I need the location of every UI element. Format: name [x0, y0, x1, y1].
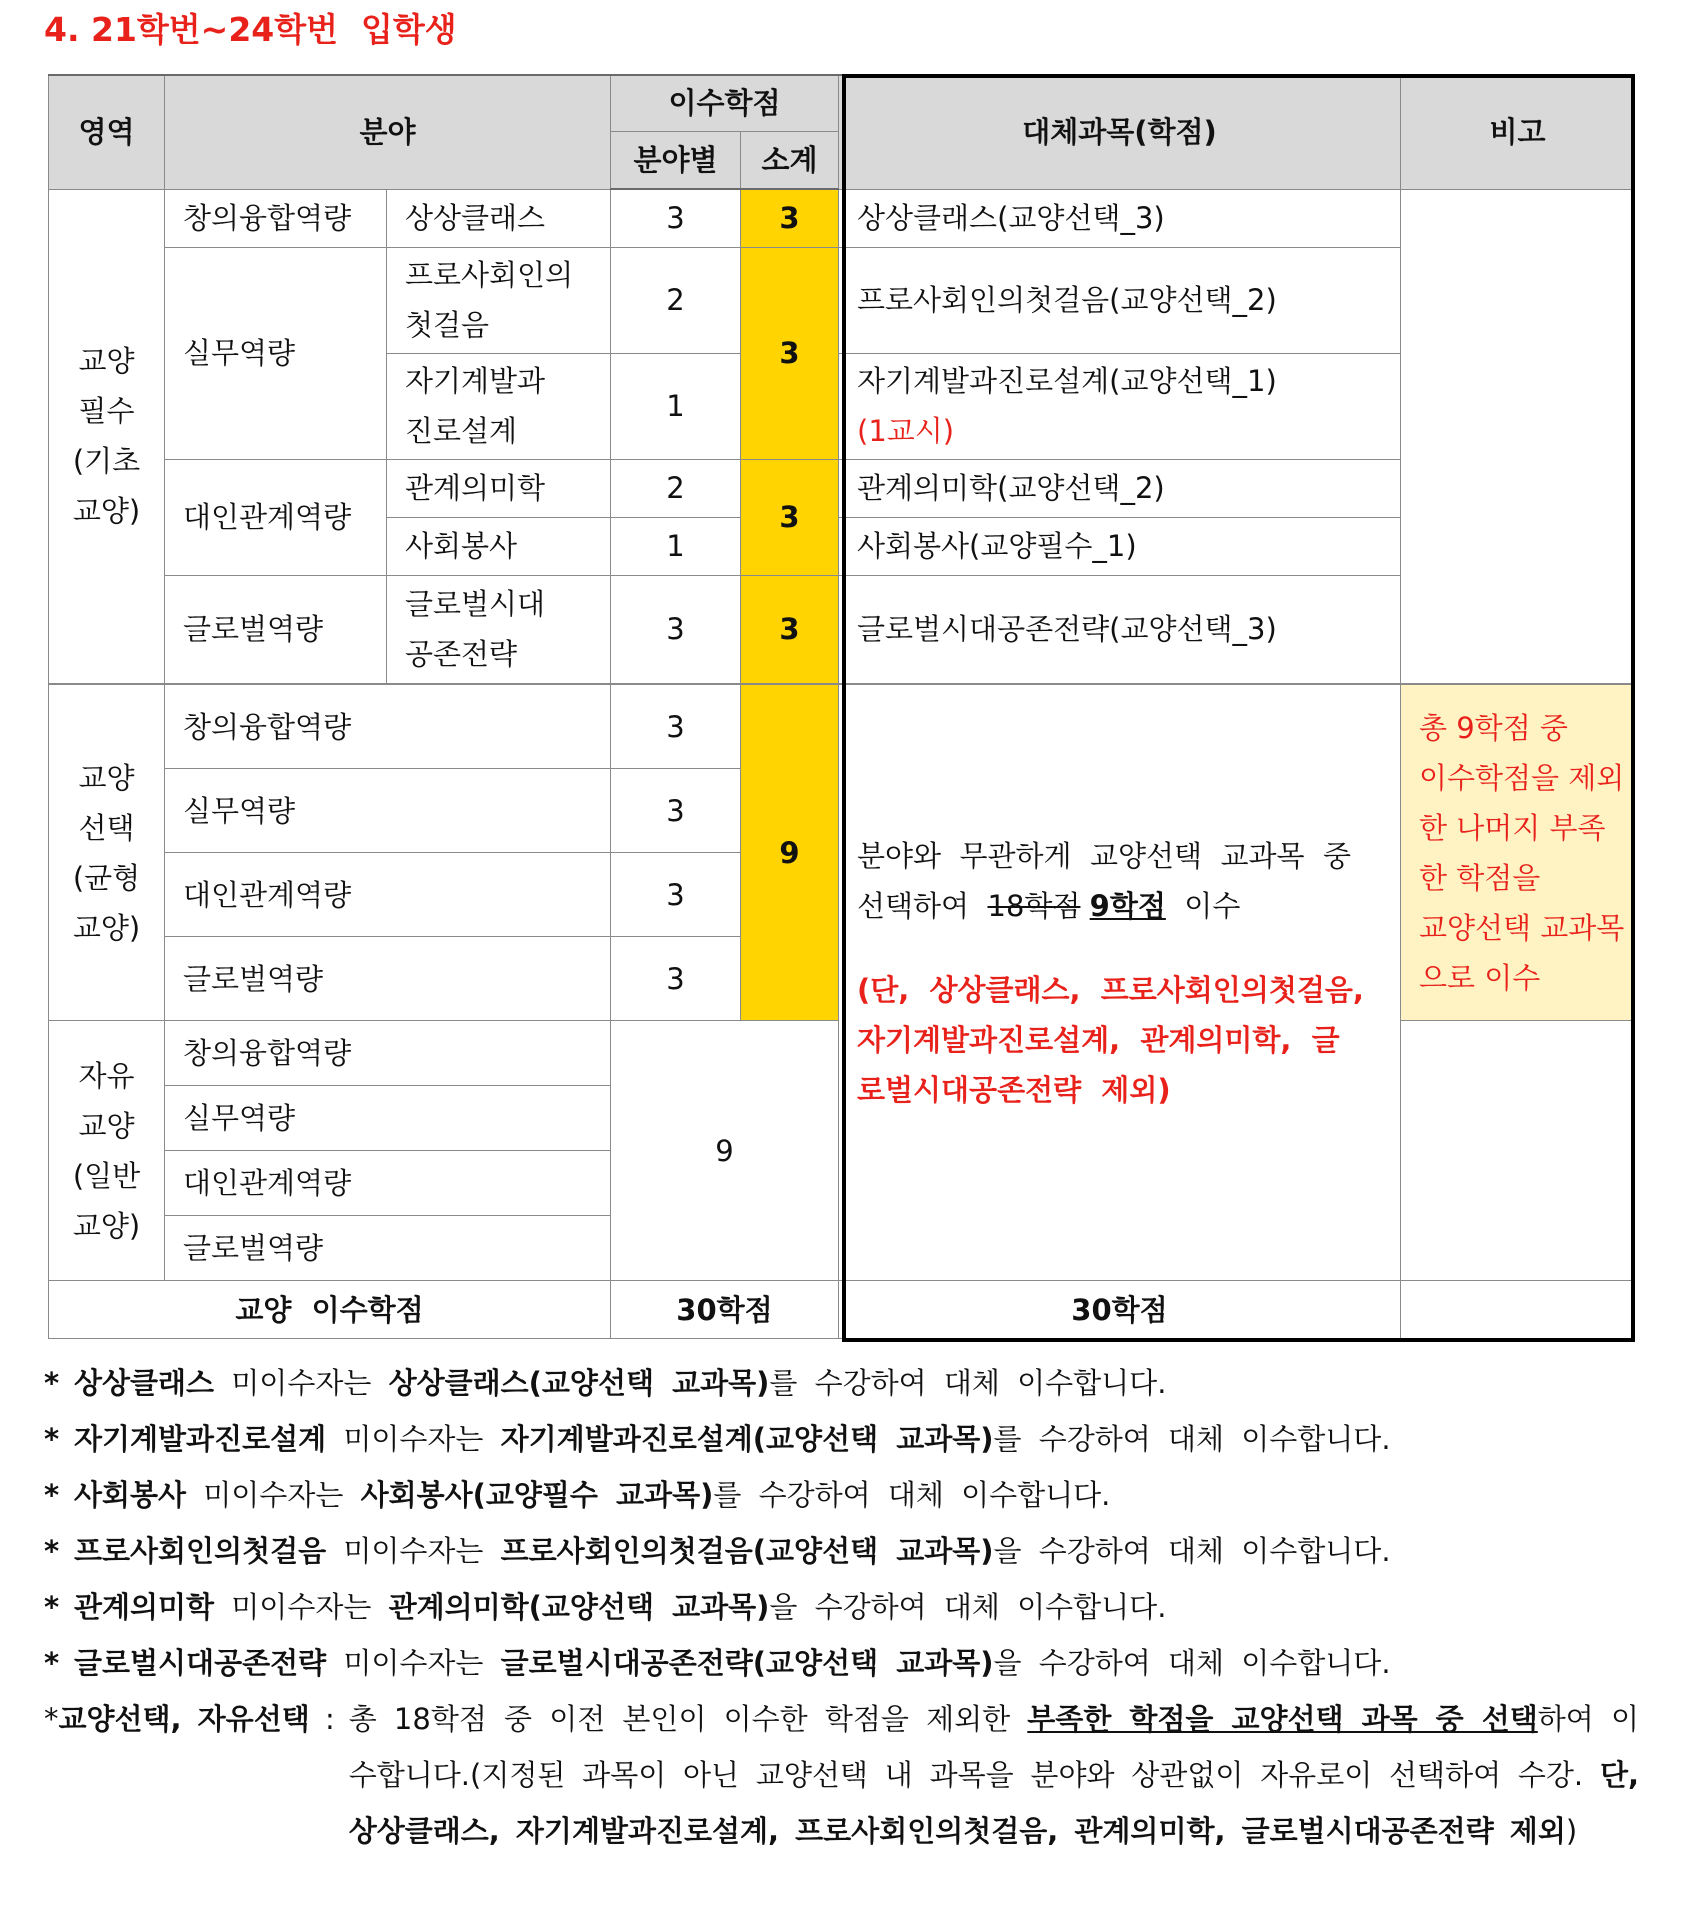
footnotes: [44, 1355, 1639, 1859]
area-essential: 교양 필수 (기초 교양): [49, 189, 165, 683]
footnote-item: * 관계의미학 미이수자는 관계의미학(교양선택 교과목)을 수강하여 대체 이수합니다.: [44, 1590, 1167, 1624]
subtotal-value: 3: [741, 247, 839, 459]
table-row: [49, 575, 1635, 683]
header-credits: 이수학점: [611, 75, 839, 131]
field-name: 실무역량: [165, 769, 611, 853]
field-name: 창의융합역량: [165, 1021, 611, 1086]
substitute-course: 상상클래스(교양선택_3): [839, 189, 1401, 247]
field-name: 대인관계역량: [165, 459, 387, 575]
header-area: 영역: [49, 75, 165, 189]
period-note: (1교시): [857, 414, 955, 448]
credits-value: 2: [611, 247, 741, 353]
underlined-rule: 부족한 학점을 교양선택 과목 중 선택: [1027, 1702, 1538, 1736]
credits-value: 1: [611, 517, 741, 575]
field-name: 실무역량: [165, 1086, 611, 1151]
subtotal-value: 3: [741, 575, 839, 683]
credits-value: 3: [611, 853, 741, 937]
total-row: [49, 1281, 1635, 1339]
table-row: [49, 247, 1635, 353]
table-row: [49, 189, 1635, 247]
subfield-name: 사회봉사: [387, 517, 611, 575]
substitute-course: 자기계발과진로설계(교양선택_1) (1교시): [839, 353, 1401, 459]
field-name: 창의융합역량: [165, 685, 611, 769]
curriculum-table: [48, 74, 1635, 684]
section-heading: 4. 21학번~24학번 입학생: [44, 10, 457, 49]
field-name: 대인관계역량: [165, 1151, 611, 1216]
footnote-item: * 자기계발과진로설계 미이수자는 자기계발과진로설계(교양선택 교과목)를 수강하여 대체 이수합니다.: [44, 1422, 1391, 1456]
subtotal-value: 3: [741, 459, 839, 575]
remarks-note: 총 9학점 중 이수학점을 제외 한 나머지 부족 한 학점을 교양선택 교과목 으로 이수: [1401, 685, 1635, 1021]
credits-value: 1: [611, 353, 741, 459]
header-substitute: 대체과목(학점): [839, 75, 1401, 189]
remarks-empty: [1401, 1021, 1635, 1281]
footnote-item: * 글로벌시대공존전략 미이수자는 글로벌시대공존전략(교양선택 교과목)을 수강하여 대체 이수합니다.: [44, 1646, 1391, 1680]
field-name: 창의융합역량: [165, 189, 387, 247]
footnote-item: * 상상클래스 미이수자는 상상클래스(교양선택 교과목)를 수강하여 대체 이수합니다.: [44, 1366, 1167, 1400]
total-label: 교양 이수학점: [49, 1281, 611, 1339]
substitute-course: 사회봉사(교양필수_1): [839, 517, 1401, 575]
credits-value: 3: [611, 769, 741, 853]
credits-value: 3: [611, 189, 741, 247]
subfield-name: 프로사회인의 첫걸음: [387, 247, 611, 353]
credits-value: 3: [611, 575, 741, 683]
required-credits: 9학점: [1089, 889, 1166, 923]
total-remarks: [1401, 1281, 1635, 1339]
credits-value: 3: [611, 685, 741, 769]
area-free: 자유 교양 (일반 교양): [49, 1021, 165, 1281]
field-name: 글로벌역량: [165, 937, 611, 1021]
struck-credits: 18학점: [987, 889, 1081, 923]
subtotal-value: 3: [741, 189, 839, 247]
remarks-empty: [1401, 189, 1635, 683]
subfield-name: 글로벌시대 공존전략: [387, 575, 611, 683]
exclusion-note: (단, 상상클래스, 프로사회인의첫걸음, 자기계발과진로설계, 관계의미학, 글 로벌시대공존전략 제외): [857, 973, 1364, 1107]
subfield-name: 자기계발과 진로설계: [387, 353, 611, 459]
footnote-item-elective: *교양선택, 자유선택 : 총 18학점 중 이전 본인이 이수한 학점을 제외한 부족한 학점을 교양선택 과목 중 선택하여 이수합니다.(지정된 과목이 아닌 교양선택 내 과목을 분야와 상관없이 자유로이 선택하여 수강. 단, 상상클래스, 자기계발과진로설계, 프로사회인의첫걸음, 관계의미학, 글로벌시대공존전략 제외): [44, 1702, 1639, 1848]
subfield-name: 관계의미학: [387, 459, 611, 517]
credits-value: 3: [611, 937, 741, 1021]
header-remarks: 비고: [1401, 75, 1635, 189]
header-field: 분야: [165, 75, 611, 189]
table-row: [49, 459, 1635, 517]
total-credits: 30학점: [611, 1281, 839, 1339]
area-elective: 교양 선택 (균형 교양): [49, 685, 165, 1021]
substitute-course: 프로사회인의첫걸음(교양선택_2): [839, 247, 1401, 353]
subtotal-value: 9: [741, 685, 839, 1021]
field-name: 글로벌역량: [165, 1216, 611, 1281]
field-name: 글로벌역량: [165, 575, 387, 683]
curriculum-table-lower: [48, 684, 1635, 1339]
table-row: [49, 685, 1635, 769]
field-name: 실무역량: [165, 247, 387, 459]
substitute-course: 관계의미학(교양선택_2): [839, 459, 1401, 517]
subfield-name: 상상클래스: [387, 189, 611, 247]
field-name: 대인관계역량: [165, 853, 611, 937]
header-subtotal: 소계: [741, 131, 839, 189]
footnote-item: * 사회봉사 미이수자는 사회봉사(교양필수 교과목)를 수강하여 대체 이수합니다.: [44, 1478, 1111, 1512]
credits-value: 2: [611, 459, 741, 517]
substitute-course: 글로벌시대공존전략(교양선택_3): [839, 575, 1401, 683]
footnote-item: * 프로사회인의첫걸음 미이수자는 프로사회인의첫걸음(교양선택 교과목)을 수강하여 대체 이수합니다.: [44, 1534, 1391, 1568]
header-row-1: [49, 75, 1635, 131]
elective-substitute: 분야와 무관하게 교양선택 교과목 중 선택하여 18학점 9학점 이수 (단, 상상클래스, 프로사회인의첫걸음, 자기계발과진로설계, 관계의미학, 글 로벌시대공존전략 제외): [839, 685, 1401, 1281]
header-by-field: 분야별: [611, 131, 741, 189]
free-credits: 9: [611, 1021, 839, 1281]
total-substitute: 30학점: [839, 1281, 1401, 1339]
